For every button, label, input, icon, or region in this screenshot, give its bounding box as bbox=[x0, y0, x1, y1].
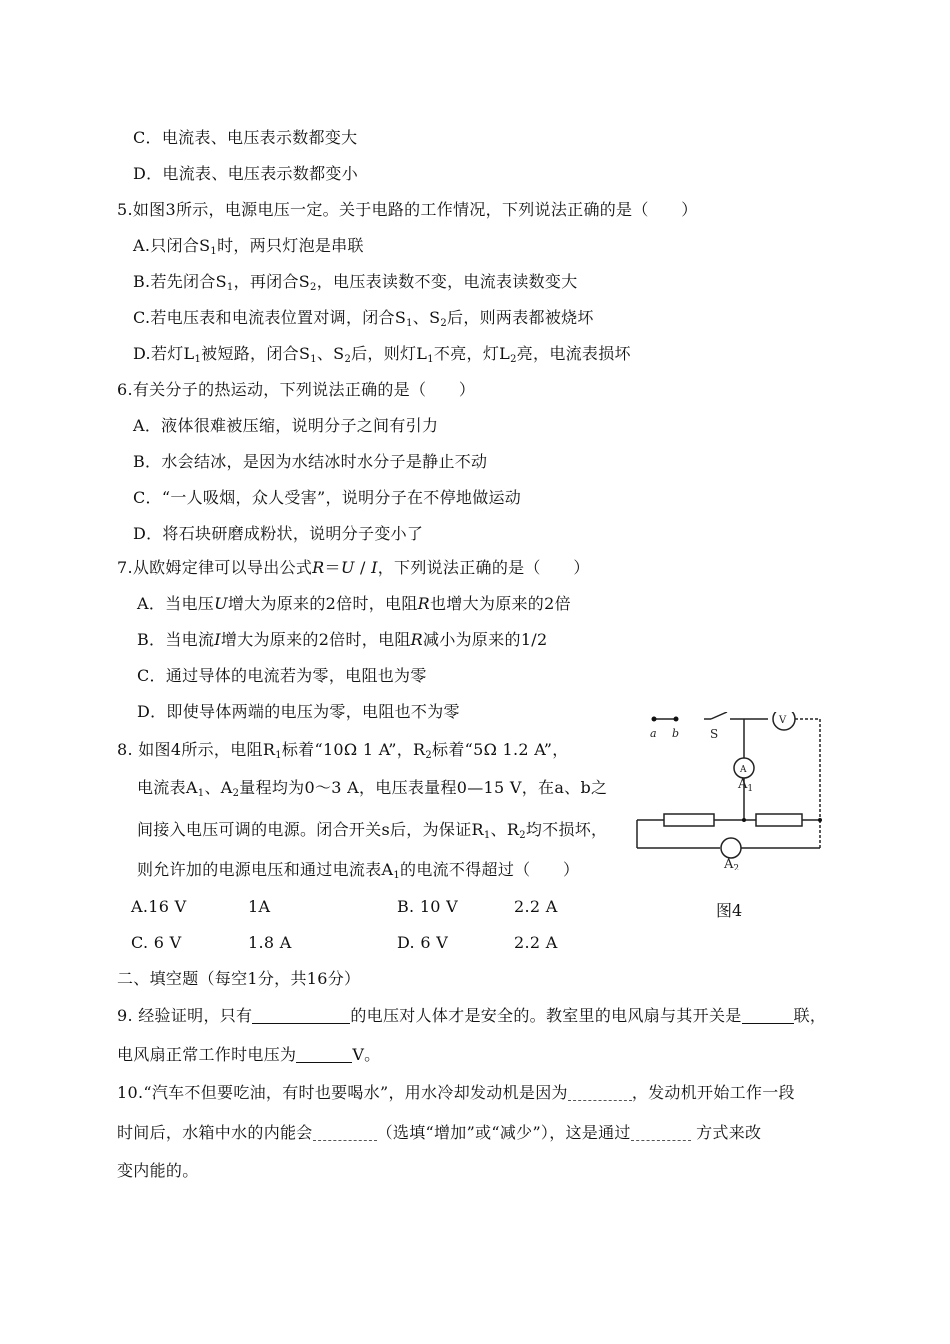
q7-stem: 7.从欧姆定律可以导出公式R＝U / I，下列说法正确的是（ ） bbox=[117, 558, 590, 577]
q6-stem: 6.有关分子的热运动，下列说法正确的是（ ） bbox=[117, 380, 476, 399]
q7-option-c: C．通过导体的电流若为零，电阻也为零 bbox=[137, 666, 427, 685]
q8-option-a-voltage: A.16 V bbox=[131, 897, 187, 916]
junction-middle bbox=[742, 818, 746, 822]
q5-option-c: C.若电压表和电流表位置对调，闭合$S_1$、$S_2$后，则两表都被烧坏 bbox=[133, 308, 594, 329]
ammeter-a2-circle bbox=[721, 838, 741, 858]
q6-option-b: B．水会结冰，是因为水结冰时水分子是静止不动 bbox=[133, 452, 488, 471]
q8-stem-line3: 间接入电压可调的电源。闭合开关s后，为保证$R_1$、$R_2$均不损坏， bbox=[137, 820, 608, 841]
label-voltmeter: V bbox=[779, 715, 787, 726]
q5-option-d: D.若灯$L_1$被短路，闭合$S_1$、$S_2$后，则灯$L_1$不亮，灯$L_2$亮，电流表损坏 bbox=[133, 344, 631, 365]
label-ammeter-a1: $A_1$ bbox=[738, 777, 754, 794]
label-terminal-b: b bbox=[672, 727, 680, 740]
q6-option-a: A．液体很难被压缩，说明分子之间有引力 bbox=[133, 416, 439, 435]
q8-option-d-voltage: D. 6 V bbox=[397, 933, 449, 952]
q8-option-a-current: 1A bbox=[248, 897, 271, 916]
q8-option-b-voltage: B. 10 V bbox=[397, 897, 459, 916]
resistor-r1 bbox=[664, 814, 714, 826]
junction-right bbox=[818, 818, 822, 822]
q7-option-a: A．当电压U增大为原来的2倍时，电阻R也增大为原来的2倍 bbox=[137, 594, 571, 613]
q10-blank-2[interactable] bbox=[313, 1124, 377, 1141]
q10-line2: 时间后，水箱中水的内能会 （选填“增加”或“减少”），这是通过 方式来改 bbox=[117, 1123, 762, 1142]
resistor-r2 bbox=[756, 814, 802, 826]
label-terminal-a: a bbox=[650, 727, 657, 740]
q8-option-c-current: 1.8 A bbox=[248, 933, 292, 952]
q8-option-c-voltage: C. 6 V bbox=[131, 933, 182, 952]
q9-blank-3[interactable] bbox=[296, 1046, 352, 1063]
q7-option-d: D．即使导体两端的电压为零，电阻也不为零 bbox=[137, 702, 460, 721]
q8-stem-line1: 8. 如图4所示，电阻$R_1$标着“10Ω 1 A”，$R_2$标着“5Ω 1.2 A”， bbox=[117, 740, 569, 761]
q9-blank-1[interactable] bbox=[252, 1007, 350, 1024]
q8-option-b-current: 2.2 A bbox=[514, 897, 558, 916]
q9-line1: 9. 经验证明，只有 的电压对人体才是安全的。教室里的电风扇与其开关是 联， bbox=[117, 1006, 827, 1025]
q4-option-d: D．电流表、电压表示数都变小 bbox=[133, 164, 359, 183]
q10-line3: 变内能的。 bbox=[117, 1161, 199, 1180]
circuit-diagram-figure-4 bbox=[634, 712, 828, 870]
q9-line2: 电风扇正常工作时电压为 V。 bbox=[117, 1045, 381, 1064]
section-2-heading: 二、填空题（每空1分，共16分） bbox=[117, 969, 361, 988]
terminal-a bbox=[652, 717, 657, 722]
q10-blank-3[interactable] bbox=[631, 1124, 691, 1141]
q4-option-c: C．电流表、电压表示数都变大 bbox=[133, 128, 358, 147]
q7-option-b: B．当电流I增大为原来的2倍时，电阻R减小为原来的1/2 bbox=[137, 630, 548, 649]
figure-4-caption: 图4 bbox=[716, 901, 743, 920]
label-switch-s: S bbox=[710, 727, 719, 741]
q8-option-d-current: 2.2 A bbox=[514, 933, 558, 952]
q8-stem-line4: 则允许加的电源电压和通过电流表$A_1$的电流不得超过（ ） bbox=[137, 860, 580, 881]
switch-blade bbox=[711, 712, 727, 719]
q10-blank-1[interactable] bbox=[568, 1084, 632, 1101]
q5-option-a: A.只闭合$S_1$时，两只灯泡是串联 bbox=[133, 236, 364, 257]
label-ammeter-a2: $A_2$ bbox=[724, 857, 740, 870]
q5-option-b: B.若先闭合$S_1$，再闭合$S_2$，电压表读数不变，电流表读数变大 bbox=[133, 272, 578, 293]
q8-stem-line2: 电流表$A_1$、$A_2$量程均为0～3 A，电压表量程0—15 V，在a、b之 bbox=[137, 778, 608, 799]
q9-blank-2[interactable] bbox=[742, 1007, 794, 1024]
q5-stem: 5.如图3所示，电源电压一定。关于电路的工作情况，下列说法正确的是（ ） bbox=[117, 200, 698, 219]
label-ammeter-a1-inner: A bbox=[740, 765, 747, 775]
terminal-b bbox=[674, 717, 679, 722]
q6-option-d: D．将石块研磨成粉状，说明分子变小了 bbox=[133, 524, 424, 543]
q6-option-c: C．“一人吸烟，众人受害”，说明分子在不停地做运动 bbox=[133, 488, 522, 507]
q10-line1: 10.“汽车不但要吃油，有时也要喝水”，用水冷却发动机是因为 ，发动机开始工作一段 bbox=[117, 1083, 795, 1102]
